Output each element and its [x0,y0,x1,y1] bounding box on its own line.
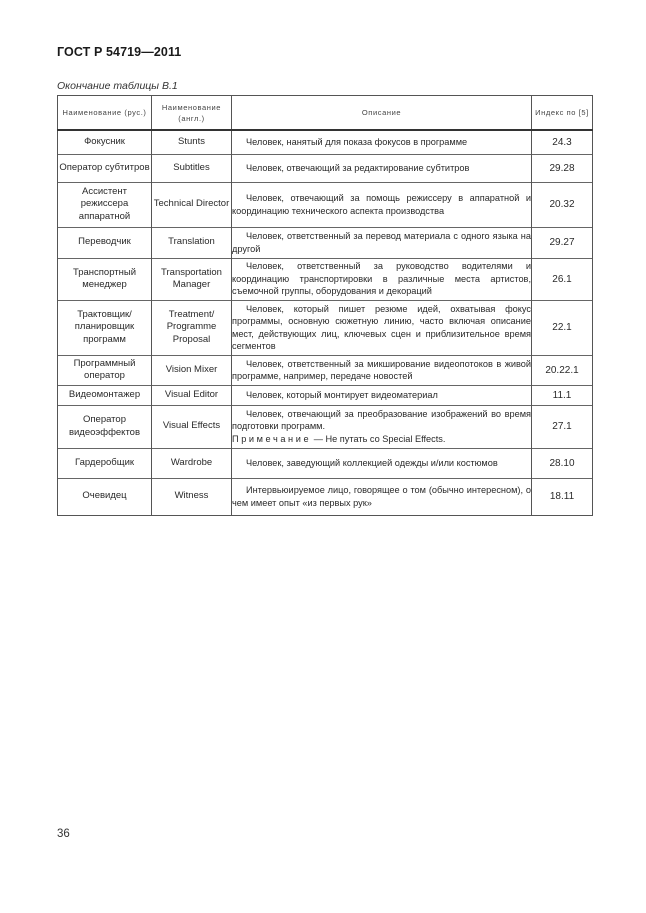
table-row [58,355,593,385]
term-index: 29.28 [532,154,593,182]
table-row [58,300,593,355]
note-label: Примечание [232,433,312,444]
term-description: Человек, который монтирует видеоматериал [232,385,532,405]
term-index: 29.27 [532,227,593,258]
term-description: Человек, ответственный за руководство водителями и координацию транспортировки в различные места артистов, съемочной группы, оборудования и декораций [232,258,532,300]
term-en: Subtitles [152,154,232,182]
term-description [232,405,532,448]
table-row [58,182,593,227]
term-ru: Ассистент режиссера аппаратной [58,182,152,227]
term-description: Человек, отвечающий за редактирование субтитров [232,154,532,182]
note-text: — Не путать со Special Effects. [311,433,446,444]
table-row [58,154,593,182]
term-index: 20.32 [532,182,593,227]
term-en: Transportation Manager [152,258,232,300]
term-description: Человек, ответственный за перевод материала с одного языка на другой [232,227,532,258]
term-description: Человек, ответственный за микширование видеопотоков в живой программе, например, передаче новостей [232,355,532,385]
term-en: Technical Director [152,182,232,227]
term-index: 18.11 [532,478,593,515]
term-ru: Оператор видеоэффектов [58,405,152,448]
term-description: Человек, нанятый для показа фокусов в программе [232,130,532,154]
term-ru: Очевидец [58,478,152,515]
table-row [58,405,593,448]
term-index: 28.10 [532,448,593,478]
table-caption: Окончание таблицы В.1 [57,80,178,92]
term-en: Treatment/ Programme Proposal [152,300,232,355]
table-row [58,258,593,300]
table-row [58,448,593,478]
term-en: Visual Effects [152,405,232,448]
term-index: 22.1 [532,300,593,355]
table-row [58,130,593,154]
term-en: Visual Editor [152,385,232,405]
term-ru: Гардеробщик [58,448,152,478]
header-index: Индекс по [5] [532,96,593,131]
header-description: Описание [232,96,532,131]
term-index: 27.1 [532,405,593,448]
table-row [58,478,593,515]
term-index: 26.1 [532,258,593,300]
header-ru: Наименование (рус.) [58,96,152,131]
term-ru: Программный оператор [58,355,152,385]
term-ru: Трактовщик/ планировщик программ [58,300,152,355]
term-description: Человек, отвечающий за помощь режиссеру в аппаратной и координацию технического аспекта производства [232,182,532,227]
term-ru: Переводчик [58,227,152,258]
term-ru: Оператор субтитров [58,154,152,182]
term-en: Translation [152,227,232,258]
document-header: ГОСТ Р 54719—2011 [57,45,182,59]
term-description: Человек, заведующий коллекцией одежды и/или костюмов [232,448,532,478]
term-description: Человек, который пишет резюме идей, охватывая фокус программы, основную сюжетную линию, часто включая описание мест, действующих лиц, ключевых сцен и приблизительное время сегментов [232,300,532,355]
term-index: 24.3 [532,130,593,154]
term-ru: Транспортный менеджер [58,258,152,300]
description-text: Человек, отвечающий за преобразование изображений во время подготовки программ. [232,408,531,432]
term-ru: Видеомонтажер [58,385,152,405]
table-row [58,385,593,405]
term-en: Witness [152,478,232,515]
terms-table [57,95,593,516]
term-ru: Фокусник [58,130,152,154]
term-description: Интервьюируемое лицо, говорящее о том (обычно интересном), о чем имеет опыт «из первых рук» [232,478,532,515]
table-header-row [58,96,593,131]
page-number: 36 [57,828,70,840]
header-en: Наименование (англ.) [152,96,232,131]
term-index: 11.1 [532,385,593,405]
term-en: Stunts [152,130,232,154]
term-en: Wardrobe [152,448,232,478]
table-row [58,227,593,258]
term-en: Vision Mixer [152,355,232,385]
term-index: 20.22.1 [532,355,593,385]
